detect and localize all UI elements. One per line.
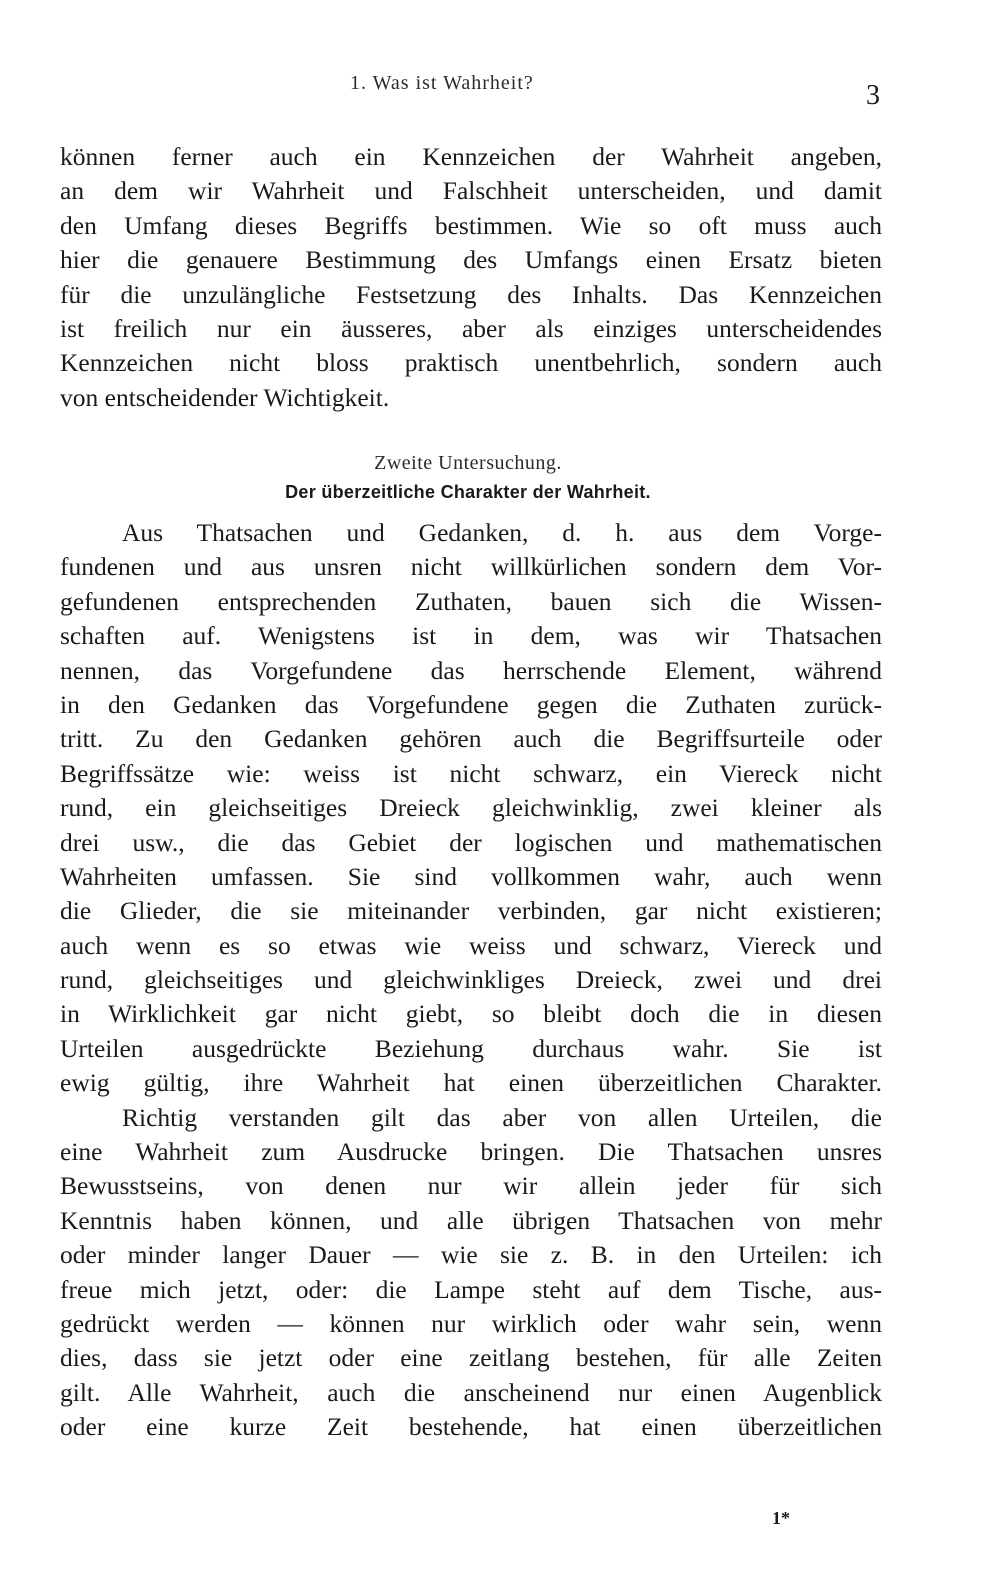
- text-line: gilt. Alle Wahrheit, auch die anscheinend nur einen Augenblick: [60, 1377, 882, 1407]
- text-line: rund, ein gleichseitiges Dreieck gleichwinklig, zwei kleiner als: [60, 793, 882, 823]
- text-line: gedrückt werden — können nur wirklich oder wahr sein, wenn: [60, 1308, 882, 1338]
- text-line: nennen, das Vorgefundene das herrschende Element, während: [60, 655, 882, 685]
- printer-signature-mark: 1*: [772, 1508, 790, 1528]
- text-line: in Wirklichkeit gar nicht giebt, so bleibt doch die in diesen: [60, 999, 882, 1029]
- text-line: fundenen und aus unsren nicht willkürlichen sondern dem Vor-: [60, 552, 882, 582]
- text-line: dies, dass sie jetzt oder eine zeitlang bestehen, für alle Zeiten: [60, 1343, 882, 1373]
- text-line: können ferner auch ein Kennzeichen der Wahrheit angeben,: [60, 142, 882, 171]
- text-line: Richtig verstanden gilt das aber von allen Urteilen, die: [122, 1102, 882, 1132]
- text-line: schaften auf. Wenigstens ist in dem, was wir Thatsachen: [60, 621, 882, 651]
- text-line: in den Gedanken das Vorgefundene gegen die Zuthaten zurück-: [60, 689, 882, 719]
- text-line: auch wenn es so etwas wie weiss und schwarz, Viereck und: [60, 930, 882, 960]
- text-line: Kenntnis haben können, und alle übrigen Thatsachen von mehr: [60, 1205, 882, 1235]
- text-line: Wahrheiten umfassen. Sie sind vollkommen wahr, auch wenn: [60, 861, 882, 891]
- text-line: eine Wahrheit zum Ausdrucke bringen. Die Thatsachen unsres: [60, 1137, 882, 1167]
- text-line: für die unzulängliche Festsetzung des Inhalts. Das Kennzeichen: [60, 279, 882, 309]
- text-line: ist freilich nur ein äusseres, aber als einziges unterscheidendes: [60, 313, 882, 343]
- text-line: Begriffssätze wie: weiss ist nicht schwarz, ein Viereck nicht: [60, 758, 882, 788]
- text-line: gefundenen entsprechenden Zuthaten, bauen sich die Wissen-: [60, 586, 882, 616]
- running-head: 1. Was ist Wahrheit?: [350, 72, 534, 94]
- text-line: tritt. Zu den Gedanken gehören auch die Begriffsurteile oder: [60, 724, 882, 754]
- text-line: von entscheidender Wichtigkeit.: [60, 382, 390, 412]
- text-line: drei usw., die das Gebiet der logischen und mathematischen: [60, 827, 882, 857]
- text-line: an dem wir Wahrheit und Falschheit unterscheiden, und damit: [60, 176, 882, 206]
- paragraph-2: [60, 516, 882, 1445]
- text-line: ewig gültig, ihre Wahrheit hat einen überzeitlichen Charakter.: [60, 1068, 882, 1098]
- text-line: Bewusstseins, von denen nur wir allein jeder für sich: [60, 1171, 882, 1201]
- text-line: oder eine kurze Zeit bestehende, hat einen überzeitlichen: [60, 1412, 882, 1442]
- section-title: Der überzeitliche Charakter der Wahrheit.: [285, 482, 651, 502]
- text-line: hier die genauere Bestimmung des Umfangs einen Ersatz bieten: [60, 245, 882, 275]
- text-line: Urteilen ausgedrückte Beziehung durchaus wahr. Sie ist: [60, 1033, 882, 1063]
- section-label: Zweite Untersuchung.: [374, 452, 562, 474]
- paragraph-1: [60, 140, 882, 415]
- text-line: oder minder langer Dauer — wie sie z. B. in den Urteilen: ich: [60, 1240, 882, 1270]
- text-line: Aus Thatsachen und Gedanken, d. h. aus dem Vorge-: [122, 518, 882, 547]
- text-line: den Umfang dieses Begriffs bestimmen. Wie so oft muss auch: [60, 210, 882, 240]
- text-line: rund, gleichseitiges und gleichwinkliges Dreieck, zwei und drei: [60, 965, 882, 995]
- text-line: die Glieder, die sie miteinander verbinden, gar nicht existieren;: [60, 896, 882, 926]
- text-line: Kennzeichen nicht bloss praktisch unentbehrlich, sondern auch: [60, 348, 882, 378]
- page-number: 3: [866, 80, 880, 111]
- text-line: freue mich jetzt, oder: die Lampe steht auf dem Tische, aus-: [60, 1274, 882, 1304]
